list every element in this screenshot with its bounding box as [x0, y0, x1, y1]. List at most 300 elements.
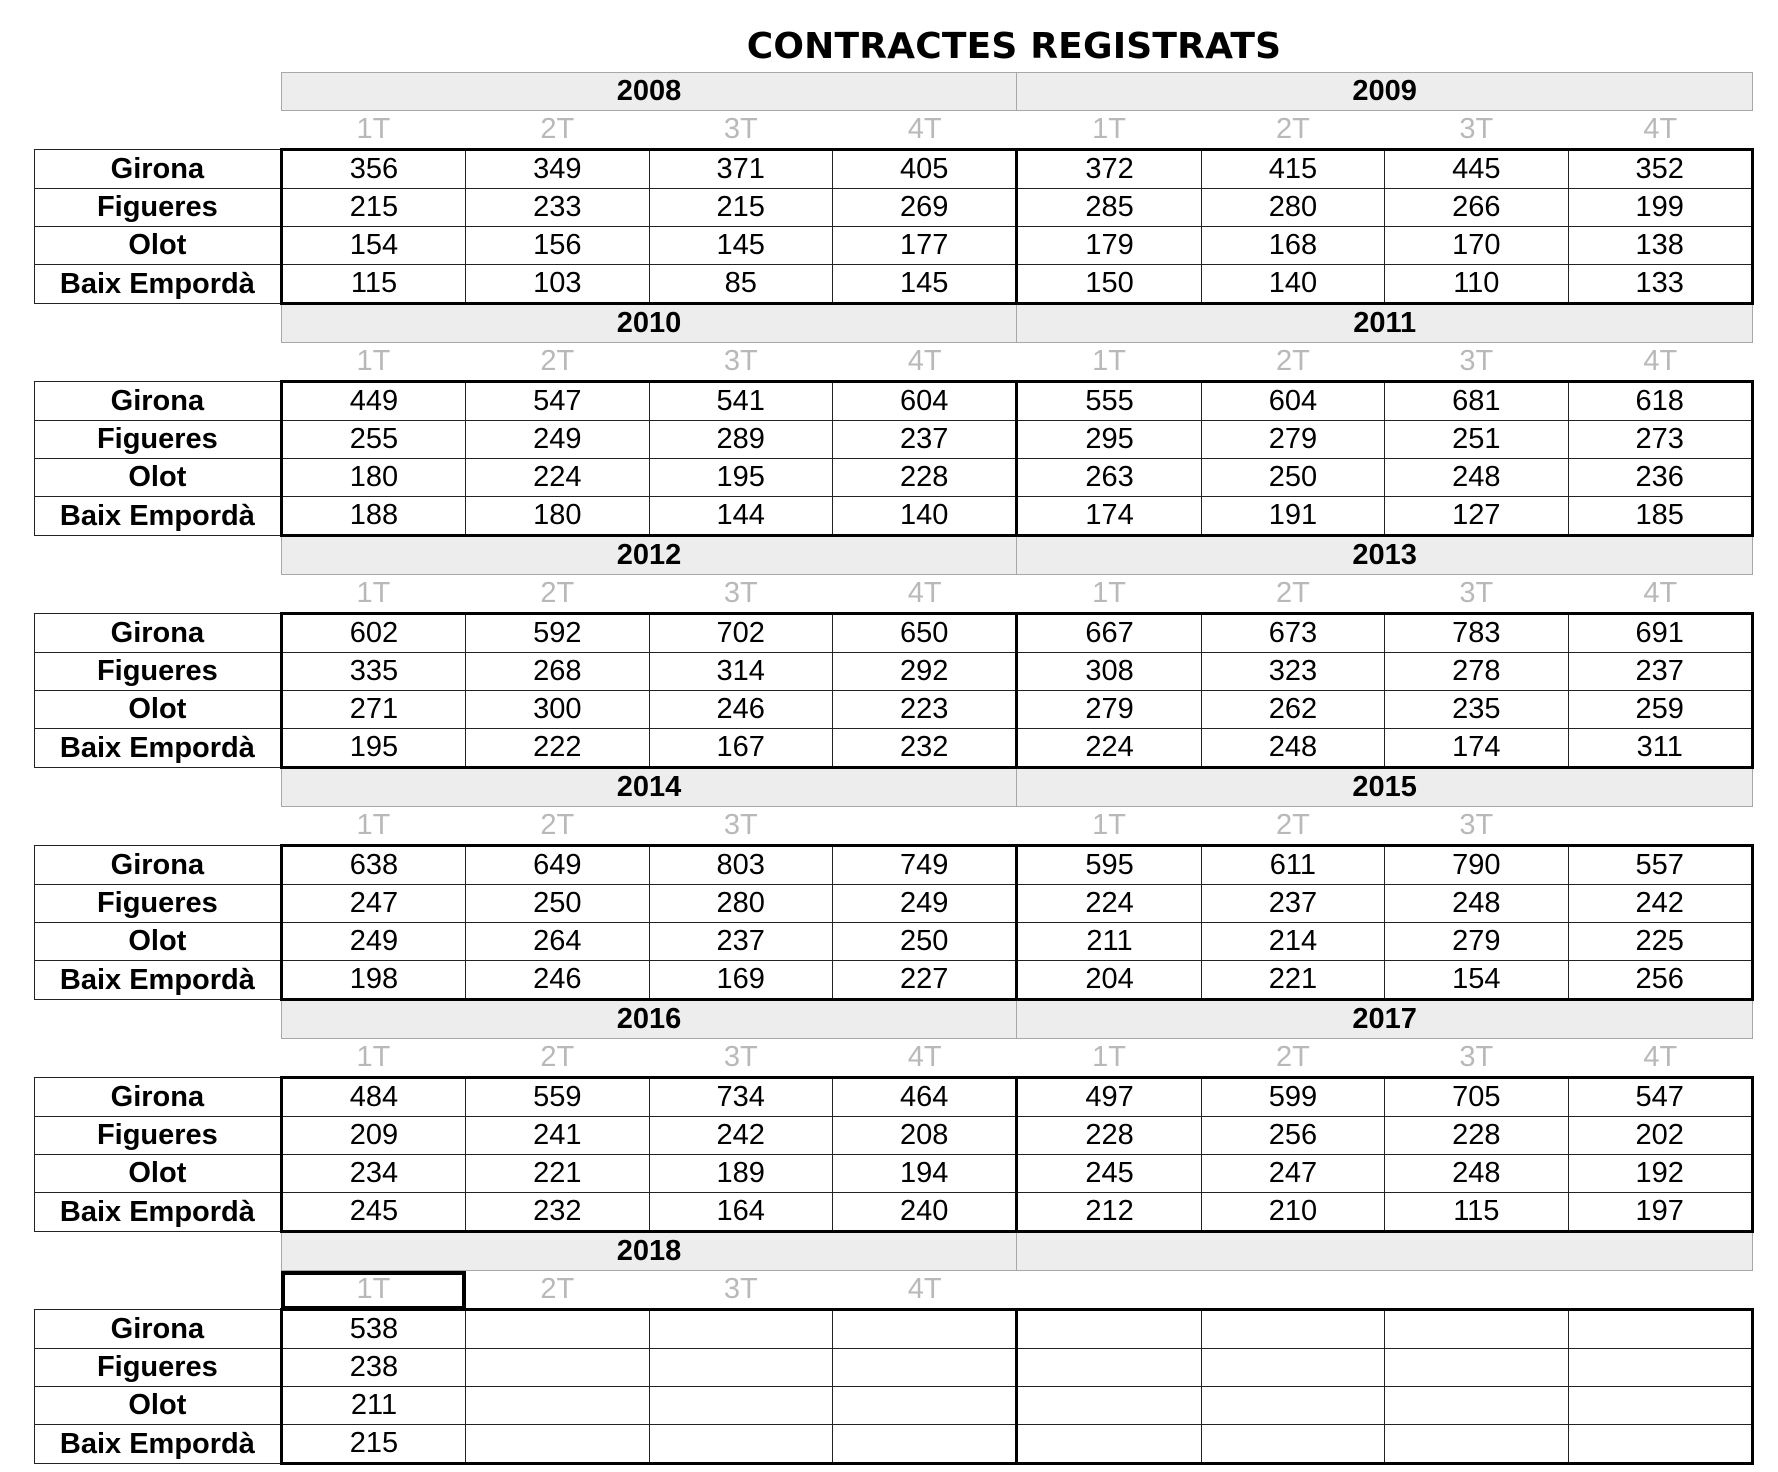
- data-cell[interactable]: 705: [1385, 1078, 1568, 1117]
- year-header-cell[interactable]: 2016: [281, 1000, 1017, 1039]
- data-cell[interactable]: 300: [466, 691, 649, 729]
- data-cell[interactable]: 604: [832, 382, 1016, 421]
- data-cell[interactable]: 285: [1017, 189, 1201, 227]
- data-cell[interactable]: 215: [281, 1425, 465, 1464]
- quarter-header-cell[interactable]: 2T: [540, 577, 575, 609]
- data-cell[interactable]: 415: [1201, 150, 1384, 189]
- quarter-header-cell[interactable]: 1T: [1092, 577, 1126, 609]
- data-cell[interactable]: 249: [466, 421, 649, 459]
- data-cell[interactable]: 237: [1201, 885, 1384, 923]
- data-cell[interactable]: 249: [832, 885, 1016, 923]
- data-cell[interactable]: 222: [466, 729, 649, 768]
- data-cell[interactable]: 211: [281, 1387, 465, 1425]
- data-cell[interactable]: 179: [1017, 227, 1201, 265]
- region-label[interactable]: Figueres: [35, 189, 282, 227]
- data-cell[interactable]: 464: [832, 1078, 1016, 1117]
- data-cell[interactable]: 192: [1568, 1155, 1753, 1193]
- data-cell[interactable]: 559: [466, 1078, 649, 1117]
- data-cell[interactable]: 188: [281, 497, 465, 536]
- region-label[interactable]: Baix Empordà: [35, 497, 282, 536]
- data-cell[interactable]: [466, 1387, 649, 1425]
- data-cell[interactable]: 228: [832, 459, 1016, 497]
- data-cell[interactable]: 169: [649, 961, 832, 1000]
- data-cell[interactable]: 702: [649, 614, 832, 653]
- data-cell[interactable]: [649, 1310, 832, 1349]
- data-cell[interactable]: [466, 1349, 649, 1387]
- quarter-header-cell[interactable]: 3T: [723, 1041, 758, 1073]
- data-cell[interactable]: 211: [1017, 923, 1201, 961]
- data-cell[interactable]: 242: [1568, 885, 1753, 923]
- region-label[interactable]: Girona: [35, 846, 282, 885]
- data-cell[interactable]: [1201, 1387, 1384, 1425]
- data-cell[interactable]: 180: [281, 459, 465, 497]
- data-cell[interactable]: 150: [1017, 265, 1201, 304]
- year-header-cell[interactable]: 2018: [281, 1232, 1017, 1271]
- year-header-cell[interactable]: 2013: [1017, 536, 1753, 575]
- data-cell[interactable]: 167: [649, 729, 832, 768]
- quarter-header-cell[interactable]: 4T: [907, 113, 942, 145]
- data-cell[interactable]: [1201, 1349, 1384, 1387]
- data-cell[interactable]: 269: [832, 189, 1016, 227]
- data-cell[interactable]: 250: [832, 923, 1016, 961]
- data-cell[interactable]: [466, 1425, 649, 1464]
- region-label[interactable]: Olot: [35, 459, 282, 497]
- data-cell[interactable]: 154: [1385, 961, 1568, 1000]
- year-header-cell[interactable]: 2009: [1017, 73, 1753, 111]
- region-label[interactable]: Figueres: [35, 1117, 282, 1155]
- data-cell[interactable]: 228: [1385, 1117, 1568, 1155]
- year-header-cell[interactable]: 2010: [281, 304, 1017, 343]
- quarter-header-cell[interactable]: 1T: [356, 1041, 391, 1073]
- data-cell[interactable]: 249: [281, 923, 465, 961]
- quarter-header-cell[interactable]: [1201, 1271, 1384, 1310]
- quarter-row-spacer: [35, 111, 282, 150]
- data-cell[interactable]: 263: [1017, 459, 1201, 497]
- data-cell[interactable]: 245: [1017, 1155, 1201, 1193]
- year-header-row: [35, 768, 1753, 807]
- data-cell[interactable]: [1017, 1349, 1201, 1387]
- data-cell[interactable]: 168: [1201, 227, 1384, 265]
- quarter-header-cell[interactable]: 2T: [540, 809, 575, 841]
- data-cell[interactable]: 237: [1568, 653, 1753, 691]
- data-cell[interactable]: 484: [281, 1078, 465, 1117]
- region-label[interactable]: Figueres: [35, 1349, 282, 1387]
- data-cell[interactable]: 195: [281, 729, 465, 768]
- quarter-header-cell[interactable]: 2T: [1275, 1041, 1310, 1073]
- data-cell[interactable]: 667: [1017, 614, 1201, 653]
- data-cell[interactable]: 497: [1017, 1078, 1201, 1117]
- quarter-header-cell[interactable]: 1T: [1092, 345, 1126, 377]
- quarter-header-cell[interactable]: [1385, 1271, 1568, 1310]
- data-cell[interactable]: 279: [1201, 421, 1384, 459]
- year-header-cell[interactable]: [1017, 1232, 1753, 1271]
- data-cell[interactable]: 138: [1568, 227, 1753, 265]
- year-row-spacer: [35, 768, 282, 807]
- quarter-header-cell[interactable]: 3T: [723, 577, 758, 609]
- data-cell[interactable]: 140: [832, 497, 1016, 536]
- data-cell[interactable]: 174: [1017, 497, 1201, 536]
- data-cell[interactable]: 237: [649, 923, 832, 961]
- data-cell[interactable]: 170: [1385, 227, 1568, 265]
- data-cell[interactable]: [1568, 1425, 1753, 1464]
- data-cell[interactable]: 264: [466, 923, 649, 961]
- data-cell[interactable]: 204: [1017, 961, 1201, 1000]
- data-cell[interactable]: [649, 1387, 832, 1425]
- quarter-header-cell[interactable]: 4T: [1643, 577, 1678, 609]
- data-cell[interactable]: [1385, 1349, 1568, 1387]
- data-cell[interactable]: 604: [1201, 382, 1384, 421]
- year-row-spacer: [35, 1232, 282, 1271]
- data-cell[interactable]: 177: [832, 227, 1016, 265]
- table-row: [35, 846, 1753, 885]
- data-cell[interactable]: [1568, 1349, 1753, 1387]
- data-cell[interactable]: 154: [281, 227, 465, 265]
- region-label[interactable]: Olot: [35, 923, 282, 961]
- region-label[interactable]: Baix Empordà: [35, 729, 282, 768]
- data-cell[interactable]: 145: [649, 227, 832, 265]
- year-header-cell[interactable]: 2008: [281, 73, 1017, 111]
- data-cell[interactable]: 248: [1201, 729, 1384, 768]
- year-row-spacer: [35, 1000, 282, 1039]
- quarter-header-cell[interactable]: [1568, 1271, 1753, 1310]
- data-cell[interactable]: 197: [1568, 1193, 1753, 1232]
- quarter-header-cell[interactable]: 1T: [356, 113, 391, 145]
- data-cell[interactable]: 538: [281, 1310, 465, 1349]
- quarter-header-cell[interactable]: [832, 807, 1016, 846]
- data-cell[interactable]: [1385, 1310, 1568, 1349]
- data-cell[interactable]: 311: [1568, 729, 1753, 768]
- quarter-header-cell[interactable]: 4T: [1643, 1041, 1678, 1073]
- data-cell[interactable]: [832, 1349, 1016, 1387]
- region-label[interactable]: Figueres: [35, 885, 282, 923]
- data-cell[interactable]: 295: [1017, 421, 1201, 459]
- data-cell[interactable]: 256: [1568, 961, 1753, 1000]
- quarter-header-cell[interactable]: 1T: [356, 577, 391, 609]
- data-cell[interactable]: [1201, 1310, 1384, 1349]
- data-cell[interactable]: 115: [1385, 1193, 1568, 1232]
- data-cell[interactable]: 237: [832, 421, 1016, 459]
- data-cell[interactable]: 180: [466, 497, 649, 536]
- data-cell[interactable]: 202: [1568, 1117, 1753, 1155]
- quarter-header-row: [35, 1271, 1753, 1310]
- data-cell[interactable]: 268: [466, 653, 649, 691]
- data-cell[interactable]: [1568, 1310, 1753, 1349]
- data-cell[interactable]: 308: [1017, 653, 1201, 691]
- data-cell[interactable]: 681: [1385, 382, 1568, 421]
- selected-cell[interactable]: 1T: [281, 1271, 465, 1310]
- data-cell[interactable]: 228: [1017, 1117, 1201, 1155]
- data-cell[interactable]: 349: [466, 150, 649, 189]
- data-cell[interactable]: 156: [466, 227, 649, 265]
- data-cell[interactable]: [1017, 1387, 1201, 1425]
- region-label[interactable]: Figueres: [35, 421, 282, 459]
- region-label[interactable]: Girona: [35, 1310, 282, 1349]
- year-header-row: [35, 304, 1753, 343]
- data-cell[interactable]: 246: [649, 691, 832, 729]
- data-cell[interactable]: 734: [649, 1078, 832, 1117]
- data-cell[interactable]: 371: [649, 150, 832, 189]
- data-cell[interactable]: 221: [1201, 961, 1384, 1000]
- data-cell[interactable]: 638: [281, 846, 465, 885]
- data-cell[interactable]: [649, 1349, 832, 1387]
- data-cell[interactable]: 271: [281, 691, 465, 729]
- data-cell[interactable]: 356: [281, 150, 465, 189]
- quarter-header-cell[interactable]: 2T: [540, 113, 575, 145]
- table-row: [35, 691, 1753, 729]
- quarter-row-spacer: [35, 1271, 282, 1310]
- year-header-cell[interactable]: 2015: [1017, 768, 1753, 807]
- data-cell[interactable]: 248: [1385, 459, 1568, 497]
- quarter-header-cell[interactable]: [1568, 807, 1753, 846]
- region-label[interactable]: Girona: [35, 614, 282, 653]
- quarter-header-cell[interactable]: 1T: [1092, 809, 1126, 841]
- quarter-header-cell[interactable]: 3T: [1459, 809, 1494, 841]
- data-cell[interactable]: 555: [1017, 382, 1201, 421]
- data-cell[interactable]: 144: [649, 497, 832, 536]
- data-cell[interactable]: 210: [1201, 1193, 1384, 1232]
- region-label[interactable]: Olot: [35, 1155, 282, 1193]
- data-cell[interactable]: 85: [649, 265, 832, 304]
- quarter-header-cell[interactable]: 1T: [1092, 113, 1126, 145]
- data-cell[interactable]: 224: [466, 459, 649, 497]
- data-cell[interactable]: 547: [1568, 1078, 1753, 1117]
- data-cell[interactable]: 314: [649, 653, 832, 691]
- quarter-header-cell[interactable]: 3T: [1459, 1041, 1494, 1073]
- quarter-header-cell[interactable]: [1017, 1271, 1201, 1310]
- quarter-header-cell[interactable]: 1T: [356, 345, 391, 377]
- data-cell[interactable]: 227: [832, 961, 1016, 1000]
- region-label[interactable]: Baix Empordà: [35, 961, 282, 1000]
- data-cell[interactable]: 405: [832, 150, 1016, 189]
- table-row: [35, 1117, 1753, 1155]
- table-row: [35, 885, 1753, 923]
- region-label[interactable]: Girona: [35, 150, 282, 189]
- data-cell[interactable]: 133: [1568, 265, 1753, 304]
- data-cell[interactable]: 241: [466, 1117, 649, 1155]
- data-cell[interactable]: 650: [832, 614, 1016, 653]
- data-cell[interactable]: 236: [1568, 459, 1753, 497]
- data-cell[interactable]: 259: [1568, 691, 1753, 729]
- table-row: [35, 227, 1753, 265]
- region-label[interactable]: Girona: [35, 1078, 282, 1117]
- data-cell[interactable]: 195: [649, 459, 832, 497]
- data-cell[interactable]: 611: [1201, 846, 1384, 885]
- quarter-header-cell[interactable]: 3T: [723, 113, 758, 145]
- quarter-header-cell[interactable]: 4T: [907, 345, 942, 377]
- data-cell[interactable]: 185: [1568, 497, 1753, 536]
- quarter-header-cell[interactable]: 1T: [1092, 1041, 1126, 1073]
- data-cell[interactable]: 278: [1385, 653, 1568, 691]
- quarter-header-row: [35, 807, 1753, 846]
- data-cell[interactable]: [832, 1425, 1016, 1464]
- data-cell[interactable]: 234: [281, 1155, 465, 1193]
- quarter-header-cell[interactable]: 4T: [907, 1273, 942, 1305]
- data-cell[interactable]: 198: [281, 961, 465, 1000]
- data-cell[interactable]: 127: [1385, 497, 1568, 536]
- year-header-cell[interactable]: 2014: [281, 768, 1017, 807]
- quarter-header-cell[interactable]: 3T: [1459, 113, 1494, 145]
- data-cell[interactable]: 372: [1017, 150, 1201, 189]
- data-cell[interactable]: 445: [1385, 150, 1568, 189]
- data-cell[interactable]: 248: [1385, 885, 1568, 923]
- data-cell[interactable]: 140: [1201, 265, 1384, 304]
- data-cell[interactable]: 174: [1385, 729, 1568, 768]
- data-cell[interactable]: 235: [1385, 691, 1568, 729]
- data-cell[interactable]: 215: [281, 189, 465, 227]
- data-cell[interactable]: 323: [1201, 653, 1384, 691]
- table-row: [35, 382, 1753, 421]
- data-cell[interactable]: 541: [649, 382, 832, 421]
- quarter-header-cell[interactable]: 2T: [1275, 345, 1310, 377]
- data-cell[interactable]: [649, 1425, 832, 1464]
- data-cell[interactable]: 247: [281, 885, 465, 923]
- region-label[interactable]: Olot: [35, 227, 282, 265]
- quarter-header-cell[interactable]: 4T: [907, 577, 942, 609]
- data-cell[interactable]: 262: [1201, 691, 1384, 729]
- data-cell[interactable]: 232: [466, 1193, 649, 1232]
- region-label[interactable]: Olot: [35, 1387, 282, 1425]
- data-cell[interactable]: 449: [281, 382, 465, 421]
- quarter-header-cell[interactable]: 3T: [723, 809, 758, 841]
- year-header-row: [35, 73, 1753, 111]
- table-row: [35, 265, 1753, 304]
- data-cell[interactable]: 115: [281, 265, 465, 304]
- data-cell[interactable]: 557: [1568, 846, 1753, 885]
- data-cell[interactable]: 199: [1568, 189, 1753, 227]
- year-header-cell[interactable]: 2017: [1017, 1000, 1753, 1039]
- table-row: [35, 729, 1753, 768]
- data-cell[interactable]: 292: [832, 653, 1016, 691]
- data-cell[interactable]: 547: [466, 382, 649, 421]
- data-cell[interactable]: 238: [281, 1349, 465, 1387]
- table-row: [35, 421, 1753, 459]
- quarter-header-cell[interactable]: 2T: [540, 1041, 575, 1073]
- data-cell[interactable]: 273: [1568, 421, 1753, 459]
- data-cell[interactable]: 209: [281, 1117, 465, 1155]
- data-cell[interactable]: 191: [1201, 497, 1384, 536]
- quarter-header-cell[interactable]: 4T: [907, 1041, 942, 1073]
- data-cell[interactable]: [832, 1387, 1016, 1425]
- data-cell[interactable]: 280: [649, 885, 832, 923]
- data-cell[interactable]: 673: [1201, 614, 1384, 653]
- data-cell[interactable]: 352: [1568, 150, 1753, 189]
- data-cell[interactable]: [1017, 1425, 1201, 1464]
- data-cell[interactable]: 803: [649, 846, 832, 885]
- quarter-header-cell[interactable]: 2T: [1275, 577, 1310, 609]
- quarter-header-cell[interactable]: 2T: [1275, 113, 1310, 145]
- quarter-header-cell[interactable]: 4T: [1643, 113, 1678, 145]
- data-cell[interactable]: 247: [1201, 1155, 1384, 1193]
- quarter-header-cell[interactable]: 3T: [1459, 577, 1494, 609]
- region-label[interactable]: Baix Empordà: [35, 1193, 282, 1232]
- table-row: [35, 1155, 1753, 1193]
- table-row: [35, 1193, 1753, 1232]
- data-cell[interactable]: 618: [1568, 382, 1753, 421]
- data-cell[interactable]: 279: [1385, 923, 1568, 961]
- data-cell[interactable]: 223: [832, 691, 1016, 729]
- data-cell[interactable]: 145: [832, 265, 1016, 304]
- quarter-header-cell[interactable]: 1T: [356, 809, 391, 841]
- data-cell[interactable]: 164: [649, 1193, 832, 1232]
- data-cell[interactable]: 280: [1201, 189, 1384, 227]
- data-cell[interactable]: 194: [832, 1155, 1016, 1193]
- data-cell[interactable]: 599: [1201, 1078, 1384, 1117]
- quarter-header-cell[interactable]: 2T: [1275, 809, 1310, 841]
- data-cell[interactable]: 245: [281, 1193, 465, 1232]
- data-cell[interactable]: 250: [466, 885, 649, 923]
- data-cell[interactable]: 208: [832, 1117, 1016, 1155]
- data-cell[interactable]: 255: [281, 421, 465, 459]
- data-cell[interactable]: [1385, 1425, 1568, 1464]
- data-cell[interactable]: 592: [466, 614, 649, 653]
- data-cell[interactable]: [832, 1310, 1016, 1349]
- year-row-spacer: [35, 304, 282, 343]
- data-cell[interactable]: 246: [466, 961, 649, 1000]
- data-cell[interactable]: [1017, 1310, 1201, 1349]
- year-header-cell[interactable]: 2011: [1017, 304, 1753, 343]
- quarter-header-cell[interactable]: 3T: [1459, 345, 1494, 377]
- data-cell[interactable]: 790: [1385, 846, 1568, 885]
- contracts-table: [34, 72, 1754, 1465]
- region-label[interactable]: Baix Empordà: [35, 1425, 282, 1464]
- data-cell[interactable]: 251: [1385, 421, 1568, 459]
- data-cell[interactable]: [1568, 1387, 1753, 1425]
- data-cell[interactable]: 233: [466, 189, 649, 227]
- data-cell[interactable]: 649: [466, 846, 649, 885]
- data-cell[interactable]: [1385, 1387, 1568, 1425]
- data-cell[interactable]: 240: [832, 1193, 1016, 1232]
- region-label[interactable]: Figueres: [35, 653, 282, 691]
- data-cell[interactable]: 110: [1385, 265, 1568, 304]
- data-cell[interactable]: 103: [466, 265, 649, 304]
- data-cell[interactable]: 214: [1201, 923, 1384, 961]
- data-cell[interactable]: 224: [1017, 729, 1201, 768]
- data-cell[interactable]: 232: [832, 729, 1016, 768]
- quarter-header-cell[interactable]: 2T: [540, 1273, 575, 1305]
- data-cell[interactable]: [466, 1310, 649, 1349]
- data-cell[interactable]: 289: [649, 421, 832, 459]
- quarter-header-cell[interactable]: 2T: [540, 345, 575, 377]
- data-cell[interactable]: 602: [281, 614, 465, 653]
- data-cell[interactable]: 279: [1017, 691, 1201, 729]
- data-cell[interactable]: 248: [1385, 1155, 1568, 1193]
- data-cell[interactable]: 242: [649, 1117, 832, 1155]
- data-cell[interactable]: [1201, 1425, 1384, 1464]
- data-cell[interactable]: 266: [1385, 189, 1568, 227]
- data-cell[interactable]: 749: [832, 846, 1016, 885]
- data-cell[interactable]: 224: [1017, 885, 1201, 923]
- table-row: [35, 1425, 1753, 1464]
- region-label[interactable]: Baix Empordà: [35, 265, 282, 304]
- data-cell[interactable]: 691: [1568, 614, 1753, 653]
- data-cell[interactable]: 595: [1017, 846, 1201, 885]
- quarter-header-cell[interactable]: 3T: [723, 1273, 758, 1305]
- region-label[interactable]: Girona: [35, 382, 282, 421]
- data-cell[interactable]: 783: [1385, 614, 1568, 653]
- quarter-header-cell[interactable]: 4T: [1643, 345, 1678, 377]
- data-cell[interactable]: 335: [281, 653, 465, 691]
- data-cell[interactable]: 250: [1201, 459, 1384, 497]
- data-cell[interactable]: 215: [649, 189, 832, 227]
- year-header-cell[interactable]: 2012: [281, 536, 1017, 575]
- data-cell[interactable]: 189: [649, 1155, 832, 1193]
- region-label[interactable]: Olot: [35, 691, 282, 729]
- data-cell[interactable]: 221: [466, 1155, 649, 1193]
- data-cell[interactable]: 256: [1201, 1117, 1384, 1155]
- data-cell[interactable]: 225: [1568, 923, 1753, 961]
- quarter-header-cell[interactable]: 3T: [723, 345, 758, 377]
- data-cell[interactable]: 212: [1017, 1193, 1201, 1232]
